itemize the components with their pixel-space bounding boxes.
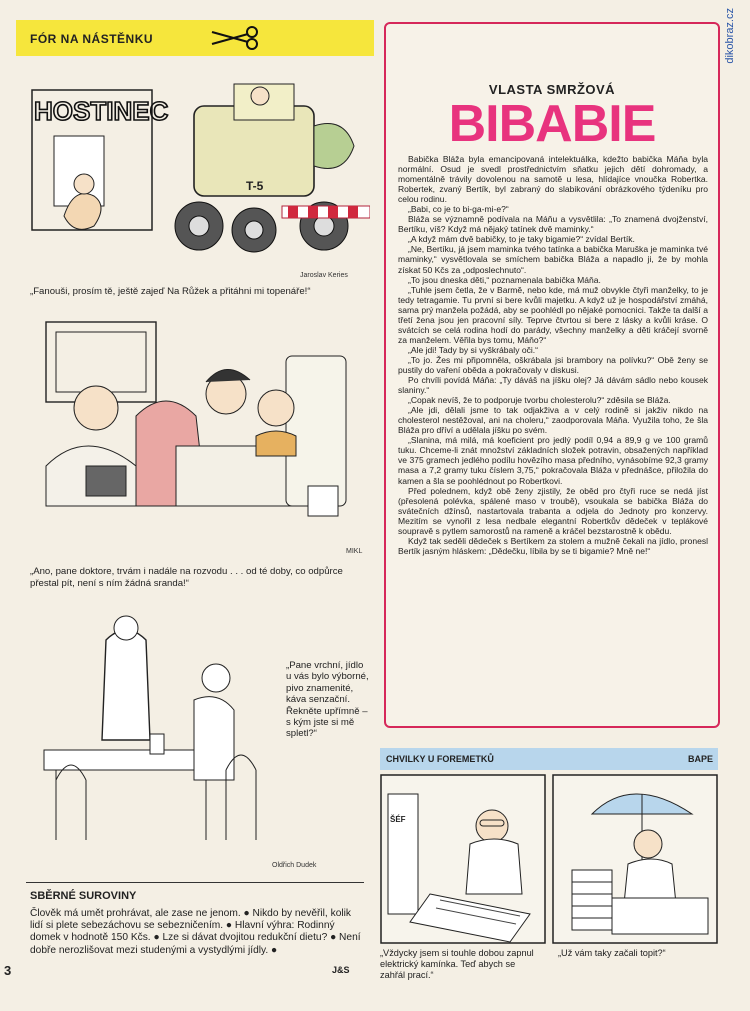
article-paragraph: Když tak seděli dědeček s Bertíkem za stolem a mužně čekali na jídlo, pronesl Bertík jasným hláskem: „Dědečku, líbila by se ti bigamie? Mně ne!“ [398, 535, 708, 556]
article-paragraph: „A když mám dvě babičky, to je taky bigamie?“ zvídal Bertík. [408, 234, 635, 245]
article-paragraph: „Ale jdi! Tady by si vyškrábaly oči.“ [408, 344, 538, 355]
vehicle-label: T-5 [246, 179, 264, 193]
article-author: VLASTA SMRŽOVÁ [488, 82, 616, 97]
page-number: 3 [4, 963, 12, 978]
cartoon-rozvod [26, 316, 370, 526]
section-title: FÓR NA NÁSTĚNKU [30, 32, 154, 46]
article-paragraph: Babička Bláža byla emancipovaná intelektuálka, kdežto babička Máňa byla normální. Osud je svedl prostřednictvím sňatku jejich dětí dohromady, a momentálně trávily dovolenou na samotě u lesa, hlídajíce vnoučka Robertka. Robertek, zvaný Bertík, byl zabraný do slabikování obrázkového týdeníku pro celou rodinu. [398, 154, 708, 205]
door-sign: ŠÉF [390, 815, 406, 824]
article-paragraph: „Ne, Bertíku, já jsem maminka tvého tatínka a babička Maruška je maminka tvé maminky,“ vysvětlovala se smíchem babička Bláža a napadlo ji, že by mohla získat 50 Kčs za „odposlechnuto“. [398, 244, 708, 275]
article-paragraph: „Copak nevíš, že to podporuje tvorbu cholesterolu?“ zděsila se Bláža. [408, 395, 671, 406]
article-body [398, 154, 708, 556]
article-paragraph: „Ale jdi, dělali jsme to tak odjakživa a v celý rodině si jakživ nikdo na cholesterol nestěžoval, ani na choleru,“ zaodporovala Máňa. Využila toho, že šla Bláža pro dříví a udělala jíšku po svém. [398, 405, 708, 436]
cartoon2-caption: „Ano, pane doktore, trvám i nadále na rozvodu . . . od té doby, co odpůrce přestal pít, není s ním žádná sranda!“ [30, 566, 343, 589]
cartoon-hostinec [24, 66, 370, 266]
cartoon3-credit: Oldřich Dudek [272, 862, 317, 869]
article-paragraph: „Babi, co je to bi-ga-mi-e?“ [408, 204, 509, 215]
strip-panel-left [380, 774, 546, 944]
cartoon3-speech: „Pane vrchní, jídlo u vás bylo výborné, pivo znamenité, káva senzační. Řekněte upřímně – s kým jste si mě spletl?“ [286, 660, 369, 740]
article-paragraph: „Slanina, má milá, má koeficient pro jedlý podíl 0,94 a 89,9 g ve 100 gramů tuku. Chceme-li znát množství základních složek potravin, obsažených například ve 375 gramech jedlého podílu hovězího masa předního, vynásobíme 92,3 gramy masa a 7,2 gramy tuku číslem 3,75,“ pokračovala Bláža v přednášce, přiložila do kamen a šla se poohlédnout po Robertkovi. [398, 435, 708, 486]
watermark: dikobraz.cz [724, 8, 736, 64]
cartoon1-credit: Jaroslav Keries [300, 272, 348, 279]
strip-right-caption: „Už vám taky začali topit?“ [558, 948, 666, 958]
strip-panel-right [552, 774, 718, 944]
article-paragraph: „To jo. Žes mi připomněla, oškrábala jsi brambory na polívku?“ Obě ženy se pustily do vaření oběda a pokračovaly v diskusi. [398, 354, 708, 375]
cartoon1-caption: „Fanouši, prosím tě, ještě zajeď Na Růžek a přitáhni mi topenáře!“ [30, 286, 311, 297]
hostinec-sign: HOSTINEC [34, 96, 169, 126]
strip-author: BAPE [688, 754, 714, 764]
article-paragraph: Před polednem, když obě ženy zjistily, že oběd pro čtyři ruce se nedá jíst (přesolená polévka, spálené maso v troubě), vsoukala se babička Bláža do svátečních džínsů, nastartovala trabanta a odjela do Jednoty pro konzervy. Mezitím se vynořil z lesa nedbale elegantní Robertkův dědeček v teplákové soupravě s pytlem samorostů na rameně a kráčel bezstarostně k obědu. [398, 485, 708, 536]
article-title: BIBABIE [448, 95, 656, 153]
cartoon-vrchni [26, 610, 276, 860]
article-paragraph: Bláža se významně podívala na Máňu a vysvětlila: „To znamená dvojženství, Bertíku, víš? Když má nějaký tatínek dvě maminky.“ [398, 214, 708, 235]
magazine-mark: J&S [332, 965, 350, 975]
sberne-text: Člověk má umět prohrávat, ale zase ne jenom. ● Nikdo by nevěřil, kolik lidí si plete sebezáchovu se sebezničením. ● Hlavní výhra: Rodinný domek v hodnotě 150 Kčs. ● Lze si dávat dvojitou redukční dietu? ● Není dobře nerozlišovat mezi studenými a vystydlými jídly. ● [30, 908, 361, 956]
cartoon2-credit: MIKL [346, 548, 363, 555]
strip-left-caption: „Vždycky jsem si touhle dobou zapnul elektrický kamínka. Teď abych se zahřál prací.“ [380, 948, 534, 980]
sberne-title: SBĚRNÉ SUROVINY [30, 890, 137, 902]
article-paragraph: „To jsou dneska děti,“ poznamenala babička Máňa. [408, 274, 601, 285]
strip-title: CHVILKY U FOREMETKŮ [386, 754, 494, 764]
article-paragraph: „Tuhle jsem četla, že v Barmě, nebo kde, má muž obvykle čtyři manželky, to je tedy tetragamie. Tu první si bere kvůli majetku. A když už je hospodářství zmáhá, sama prý manžela požádá, aby se poohlédl po nějaké pomocnici. Takže ta další a třetí žena jsou jen pracovní síly. Teprve čtvrtou si bere z lásky a kvůli kráse. O svátcích se celá rodina hodí do parády, všechny manželky a děti kráčejí svorně za manželem. Věřila bys tomu, Máňo?“ [398, 284, 708, 345]
scissors-icon [208, 26, 262, 50]
article-paragraph: Po chvíli povídá Máňa: „Ty dáváš na jíšku olej? Já dávám sádlo nebo kousek slaniny.“ [398, 375, 708, 396]
divider [26, 882, 364, 883]
